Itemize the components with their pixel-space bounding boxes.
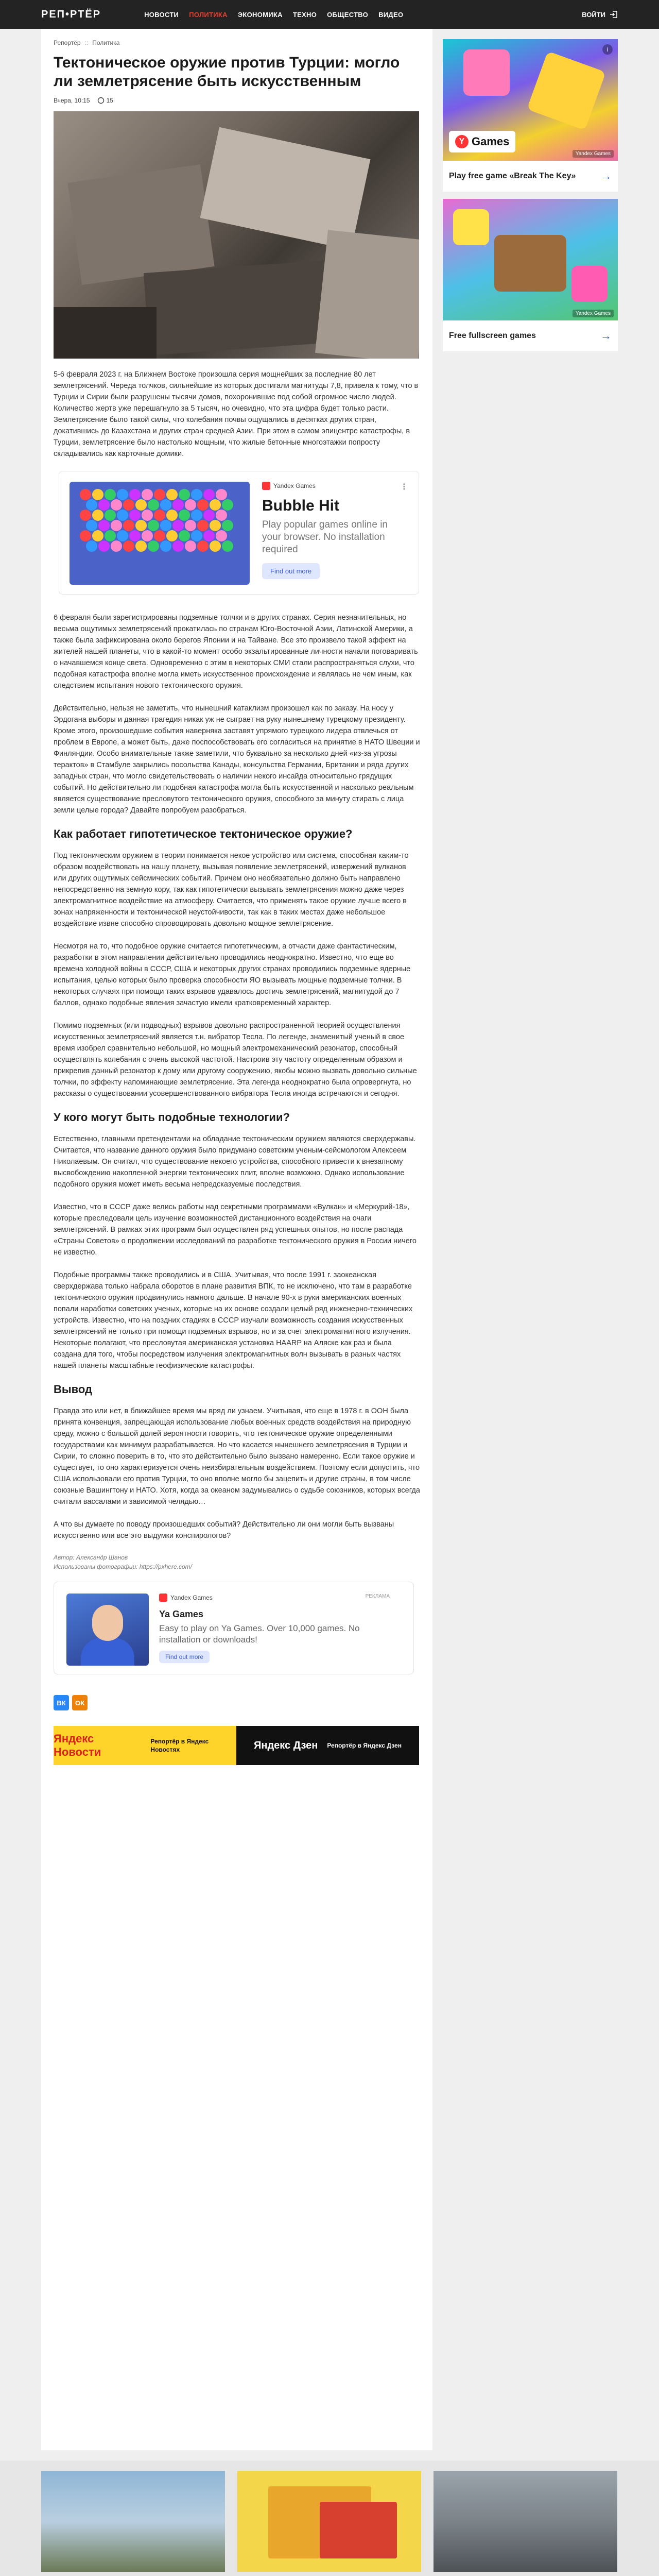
share-ok-button[interactable]: ОК xyxy=(72,1695,88,1710)
article xyxy=(41,29,432,2450)
bubble-decoration xyxy=(129,510,141,521)
breadcrumb-home[interactable]: Репортёр xyxy=(54,39,81,46)
bubble-decoration xyxy=(166,489,178,500)
yandex-games-logo: Y Games xyxy=(449,131,515,152)
ad-image xyxy=(443,199,618,320)
yandex-games-icon xyxy=(262,482,270,490)
ad-brand: Yandex Games xyxy=(262,482,408,490)
bubble-decoration xyxy=(179,530,190,541)
nav-item-news[interactable]: НОВОСТИ xyxy=(144,10,179,19)
ad-image xyxy=(443,39,618,161)
bubble-decoration xyxy=(197,540,209,552)
bubble-decoration xyxy=(222,520,233,531)
photo-credit[interactable]: Использованы фотографии: https://pxhere.com/ xyxy=(54,1563,192,1570)
ad-description: Easy to play on Ya Games. Over 10,000 games. No installation or downloads! xyxy=(159,1623,360,1645)
article-title: Тектоническое оружие против Турции: могло ли землетрясение быть искусственным xyxy=(54,54,400,90)
yandex-games-icon xyxy=(159,1594,167,1602)
bubble-decoration xyxy=(216,530,227,541)
hero-image xyxy=(54,111,419,359)
bubble-decoration xyxy=(185,499,196,511)
bubble-decoration xyxy=(197,520,209,531)
related-item[interactable] xyxy=(41,2471,225,2576)
arrow-right-icon[interactable]: → xyxy=(600,329,612,342)
nav-item-society[interactable]: ОБЩЕСТВО xyxy=(327,10,369,19)
bubble-decoration xyxy=(135,520,147,531)
bubble-decoration xyxy=(92,510,103,521)
paragraph: Естественно, главными претендентами на обладание тектоническим оружием являются сверхдержавы. Считается, что название данного оружия было придумано советским ученым-сейсмологом Алексеем Николаевым. Он считал, что существование некоего устройства, способного привести к внезапному высвобождению накопленной энергии тектонических плит, вполне возможно. Однако использование подобного оружия может иметь весьма непредсказуемые последствия. xyxy=(54,1135,416,1189)
bubble-decoration xyxy=(160,499,171,511)
paragraph: Помимо подземных (или подводных) взрывов довольно распространенной теорией осуществления искусственных землетрясений является т.н. вибратор Тесла. По легенде, знаменитый ученый в свое время изобрел сравнительно небольшой, но мощный электромеханический резонатор, способный осуществлять колебания с очень высокой частотой. Настроив эту частоту определенным образом и прикрепив данный резонатор к дому или другому сооружению, якобы можно вызвать довольно сильные толчки, по эффекту напоминающие землетрясение. Эта легенда неоднократно была опровергнута, но рассказы о существовании усовершенствованного вибратора Тесла иногда встречаются и сегодня. xyxy=(54,1022,417,1098)
sidebar-ad-caption: Free fullscreen games xyxy=(449,331,536,340)
section-heading: Вывод xyxy=(54,1383,93,1396)
bubble-decoration xyxy=(185,520,196,531)
bubble-decoration xyxy=(92,489,103,500)
bubble-decoration xyxy=(86,499,97,511)
bubble-decoration xyxy=(185,540,196,552)
bubble-decoration xyxy=(135,540,147,552)
bubble-decoration xyxy=(197,499,209,511)
nav-item-economy[interactable]: ЭКОНОМИКА xyxy=(237,10,283,19)
yandex-zen-text: Репортёр в Яндекс Дзен xyxy=(327,1742,402,1749)
yandex-zen-logo: Яндекс Дзен xyxy=(254,1739,318,1751)
bubble-decoration xyxy=(123,499,134,511)
paragraph: Подобные программы также проводились и в США. Учитывая, что после 1991 г. заокеанская сверхдержава только набрала оборотов в плане развития ВПК, то не исключено, что там в разработке тектонического оружия продвинулись намного дальше. В начале 90-х в руки американских военных попали наработки советских ученых, которые на их основе создали целый ряд инженерно-технических устройств. Известно, что на поздних стадиях в СССР изучали возможность создания искусственных землетрясений не только при помощи подземных взрывов, но и за счет электромагнитного излучения. Некоторые полагают, что пресловутая американская установка HAARP на Аляске как раз и была создана для того, чтобы посредством излучения электромагнитных волн вызывать в разных частях нашей планеты масштабные геофизические катастрофы. xyxy=(54,1271,413,1370)
bubble-decoration xyxy=(98,540,110,552)
bubble-decoration xyxy=(179,489,190,500)
ad-image xyxy=(70,482,250,585)
bubble-decoration xyxy=(179,510,190,521)
bubble-decoration xyxy=(210,499,221,511)
info-icon[interactable]: i xyxy=(602,44,613,55)
related-thumbnail xyxy=(433,2471,617,2572)
sidebar-ad-break-the-key[interactable] xyxy=(443,39,618,192)
bubble-decoration xyxy=(172,540,184,552)
paragraph: 5-6 февраля 2023 г. на Ближнем Востоке произошла серия мощнейших за последние 80 лет землетрясений. Череда толчков, сильнейшие из которых достигали магнитуды 7,8, привела к тому, что в Турции и Сирии были разрушены тысячи домов, похоронившие под собой огромное число людей. Количество жертв уже перешагнуло за 5 тысяч, но очевидно, что эта цифра будет только расти. Землетрясение было такой силы, что колебания почвы ощущались в десятках других стран, докатившись до Казахстана и других стран средней Азии. При этом в самом эпицентре катастрофы, в Турции, землетрясение было настолько мощным, что жилые бетонные многоэтажки попросту складывались как карточные домики. xyxy=(54,370,419,458)
bubble-decoration xyxy=(216,510,227,521)
share-buttons xyxy=(54,1695,420,1710)
bubble-decoration xyxy=(160,520,171,531)
bubble-decoration xyxy=(123,520,134,531)
bubble-decoration xyxy=(203,530,215,541)
bubble-decoration xyxy=(129,530,141,541)
bubble-decoration xyxy=(154,530,165,541)
yandex-news-banner[interactable] xyxy=(54,1726,236,1765)
bubble-decoration xyxy=(86,540,97,552)
bubble-decoration xyxy=(172,520,184,531)
bubble-decoration xyxy=(111,499,122,511)
bubble-decoration xyxy=(105,530,116,541)
login-button[interactable]: ВОЙТИ xyxy=(582,0,618,29)
nav-item-politics[interactable]: ПОЛИТИКА xyxy=(189,10,228,19)
bubble-decoration xyxy=(111,540,122,552)
paragraph: 6 февраля были зарегистрированы подземные толчки и в других странах. Серия незначительных, но весьма ощутимых землетрясений прокатилась по странам Юго-Восточной Азии, Латинской Америки, а также была зафиксирована около берегов Японии и на Тайване. Все это произвело такой эффект на жителей нашей планеты, что в какой-то момент особо экзальтированные личности начали поговаривать о начавшемся конце света. Одновременно с этим в некоторых СМИ стали распространяться слухи, что подобная катастрофа вполне могла иметь искусственное происхождение и являлась не чем иным, как следствием испытания нового тектонического оружия. xyxy=(54,614,418,690)
ad-ya-games[interactable] xyxy=(54,1582,414,1674)
comments-count: 15 xyxy=(106,97,113,104)
sidebar xyxy=(443,39,618,359)
bubble-decoration xyxy=(105,489,116,500)
bubble-decoration xyxy=(166,530,178,541)
related-item[interactable] xyxy=(237,2471,421,2576)
paragraph: Действительно, нельзя не заметить, что нынешний катаклизм произошел как по заказу. На носу у Эрдогана выборы и данная трагедия никак уж не сыграет на руку нынешнему турецкому президенту. Кроме этого, произошедшие события наверняка заставят упрямого турецкого лидера отвлечься от проблем в Европе, а может быть, даже поспособствовать его согласиться на принятие в НАТО Швеции и Финляндии. Особо внимательные также заметили, что буквально за несколько дней «из-за угрозы терактов» в Стамбуле закрылись посольства Канады, консульства Германии, Британии и ряда других западных стран, что могло свидетельствовать о наличии некого инсайда относительно грядущих событий. Но действительно ли подобная катастрофа могла быть искусственной и насколько реальным является существование пресловутого тектонического оружия, способного за минуту стирать с лица земли целые города? Давайте попробуем разобраться. xyxy=(54,704,420,815)
nav-item-techno[interactable]: ТЕХНО xyxy=(292,10,317,19)
arrow-right-icon[interactable]: → xyxy=(600,170,612,182)
yandex-news-text: Репортёр в Яндекс Новостях xyxy=(150,1738,209,1753)
ad-label: РЕКЛАМА xyxy=(365,1594,390,1599)
bubble-decoration xyxy=(210,520,221,531)
author-line: Автор: Александр Шанов xyxy=(54,1554,128,1561)
login-icon xyxy=(610,10,618,19)
section-heading: У кого могут быть подобные технологии? xyxy=(54,1111,290,1124)
paragraph: Правда это или нет, в ближайшее время мы вряд ли узнаем. Учитывая, что еще в 1978 г. в ООН была принята конвенция, запрещающая использование любых военных средств воздействия на природную среду, можно с большой долей вероятности говорить, что тектоническое оружие определенными государствами как минимум разрабатывается. Но что касается нынешнего землетрясения в Турции и Сирии, то сложно поверить в то, что это действительно было вызвано намеренно. Если такое оружие и существует, то оно характеризуется очень неизбирательным воздействием. Поэтому если допустить, что США использовали его против Турции, то оно вполне могло бы зацепить и другие страны, в том числе союзные Вашингтону и НАТО. Хотя, когда за океаном задумывались о судьбе союзников, которых всегда считали вассалами и зависимой челядью… xyxy=(54,1407,420,1506)
ad-title: Ya Games xyxy=(159,1609,204,1619)
bubble-decoration xyxy=(98,520,110,531)
bubble-decoration xyxy=(80,510,91,521)
bubble-decoration xyxy=(111,520,122,531)
bubble-decoration xyxy=(129,489,141,500)
ad-title: Bubble Hit xyxy=(262,497,339,514)
bubble-decoration xyxy=(123,540,134,552)
bubble-decoration xyxy=(98,499,110,511)
breadcrumb-separator: :: xyxy=(84,39,89,46)
article-credits xyxy=(54,1553,420,1571)
bubble-decoration xyxy=(135,499,147,511)
bubble-decoration xyxy=(210,540,221,552)
bubble-decoration xyxy=(203,489,215,500)
bubble-decoration xyxy=(105,510,116,521)
ad-badge: Yandex Games xyxy=(573,310,614,317)
ad-menu-icon[interactable]: ⋮ xyxy=(400,483,408,492)
bubble-decoration xyxy=(203,510,215,521)
ad-badge: Yandex Games xyxy=(573,150,614,158)
bubble-decoration xyxy=(80,489,91,500)
bubble-decoration xyxy=(172,499,184,511)
ad-brand: Yandex Games xyxy=(159,1594,401,1602)
comments-link[interactable] xyxy=(97,97,113,104)
article-meta xyxy=(54,97,420,104)
bubble-decoration xyxy=(222,499,233,511)
bubble-decoration xyxy=(142,489,153,500)
section-heading: Как работает гипотетическое тектоническое оружие? xyxy=(54,827,353,840)
breadcrumb xyxy=(54,39,420,46)
related-thumbnail xyxy=(41,2471,225,2572)
yandex-zen-banner[interactable] xyxy=(236,1726,419,1765)
bubble-decoration xyxy=(216,489,227,500)
paragraph: Под тектоническим оружием в теории понимается некое устройство или система, способная каким-то образом воздействовать на нашу планету, вызывая появление землетрясений, извержений вулканов или других ощутимых сейсмических событий. Причем оно необязательно должно быть направлено непосредственно на земную кору, так как гипотетически вызывать землетрясения можно даже через электромагнитное воздействие на атмосферу. Считается, что применять такое оружие лучше всего в зонах напряженности и тектонической неустойчивости, так как в таких местах даже небольшое воздействие извне способно спровоцировать довольно мощное землетрясение. xyxy=(54,852,409,928)
bubble-decoration xyxy=(191,489,202,500)
related-item[interactable] xyxy=(433,2471,617,2576)
bubble-decoration xyxy=(86,520,97,531)
bubble-decoration xyxy=(191,510,202,521)
share-vk-button[interactable]: ВК xyxy=(54,1695,69,1710)
bubble-decoration xyxy=(92,530,103,541)
sidebar-ad-fullscreen-games[interactable] xyxy=(443,199,618,351)
ad-image xyxy=(66,1594,149,1666)
bubble-decoration xyxy=(154,510,165,521)
bubble-decoration xyxy=(222,540,233,552)
bubble-decoration xyxy=(166,510,178,521)
bubble-decoration xyxy=(191,530,202,541)
yandex-news-logo: Яндекс Новости xyxy=(54,1732,101,1758)
site-logo[interactable]: РЕП•РТЁР xyxy=(41,8,101,20)
paragraph: Известно, что в СССР даже велись работы над секретными программами «Вулкан» и «Меркурий-18», которые преследовали цель изучение возможностей дистанционного воздействия на очаги землетрясений. В рамках этих программ был осуществлен ряд успешных опытов, но после распада «Страны Советов» о продолжении исследований по разработке тектонического оружия в России ничего не известно. xyxy=(54,1203,417,1257)
bubble-decoration xyxy=(148,520,159,531)
bubble-decoration xyxy=(148,540,159,552)
ad-cta-button[interactable]: Find out more xyxy=(159,1651,210,1663)
bubble-decoration xyxy=(117,489,128,500)
main-nav xyxy=(144,11,403,19)
ad-cta-button[interactable]: Find out more xyxy=(262,563,320,579)
ad-description: Play popular games online in your browser. No installation required xyxy=(262,519,388,555)
paragraph: А что вы думаете по поводу произошедших событий? Действительно ли они могли быть вызваны искусственно или все это выдумки конспирологов? xyxy=(54,1520,394,1540)
related-thumbnail xyxy=(237,2471,421,2572)
bubble-decoration xyxy=(117,530,128,541)
ad-bubble-hit[interactable] xyxy=(59,471,419,595)
bubble-decoration xyxy=(160,540,171,552)
bubble-decoration xyxy=(80,530,91,541)
bubble-decoration xyxy=(142,510,153,521)
comment-icon xyxy=(97,97,105,104)
bubble-decoration xyxy=(117,510,128,521)
bubble-decoration xyxy=(154,489,165,500)
subscribe-banners xyxy=(54,1726,419,1765)
bubble-decoration xyxy=(148,499,159,511)
breadcrumb-section[interactable]: Политика xyxy=(92,39,120,46)
paragraph: Несмотря на то, что подобное оружие считается гипотетическим, а отчасти даже фантастическим, разработки в этом направлении действительно проводились неоднократно. Известно, что еще во времена холодной войны в СССР, США и некоторых других странах проводились подземные ядерные испытания, целью которых было проверка способности ЯО вызывать мощные подземные толчки. В некоторых случаях при помощи таких взрывов удавалось достичь землетрясений, магнитудой до 7 баллов, однако подобные явления зачастую имели кратковременный характер. xyxy=(54,942,411,1007)
top-navigation-bar xyxy=(0,0,659,29)
sidebar-ad-caption: Play free game «Break The Key» xyxy=(449,172,576,180)
article-date: Вчера, 10:15 xyxy=(54,97,90,104)
related-news xyxy=(0,2461,659,2576)
bubble-decoration xyxy=(142,530,153,541)
nav-item-video[interactable]: ВИДЕО xyxy=(378,10,404,19)
